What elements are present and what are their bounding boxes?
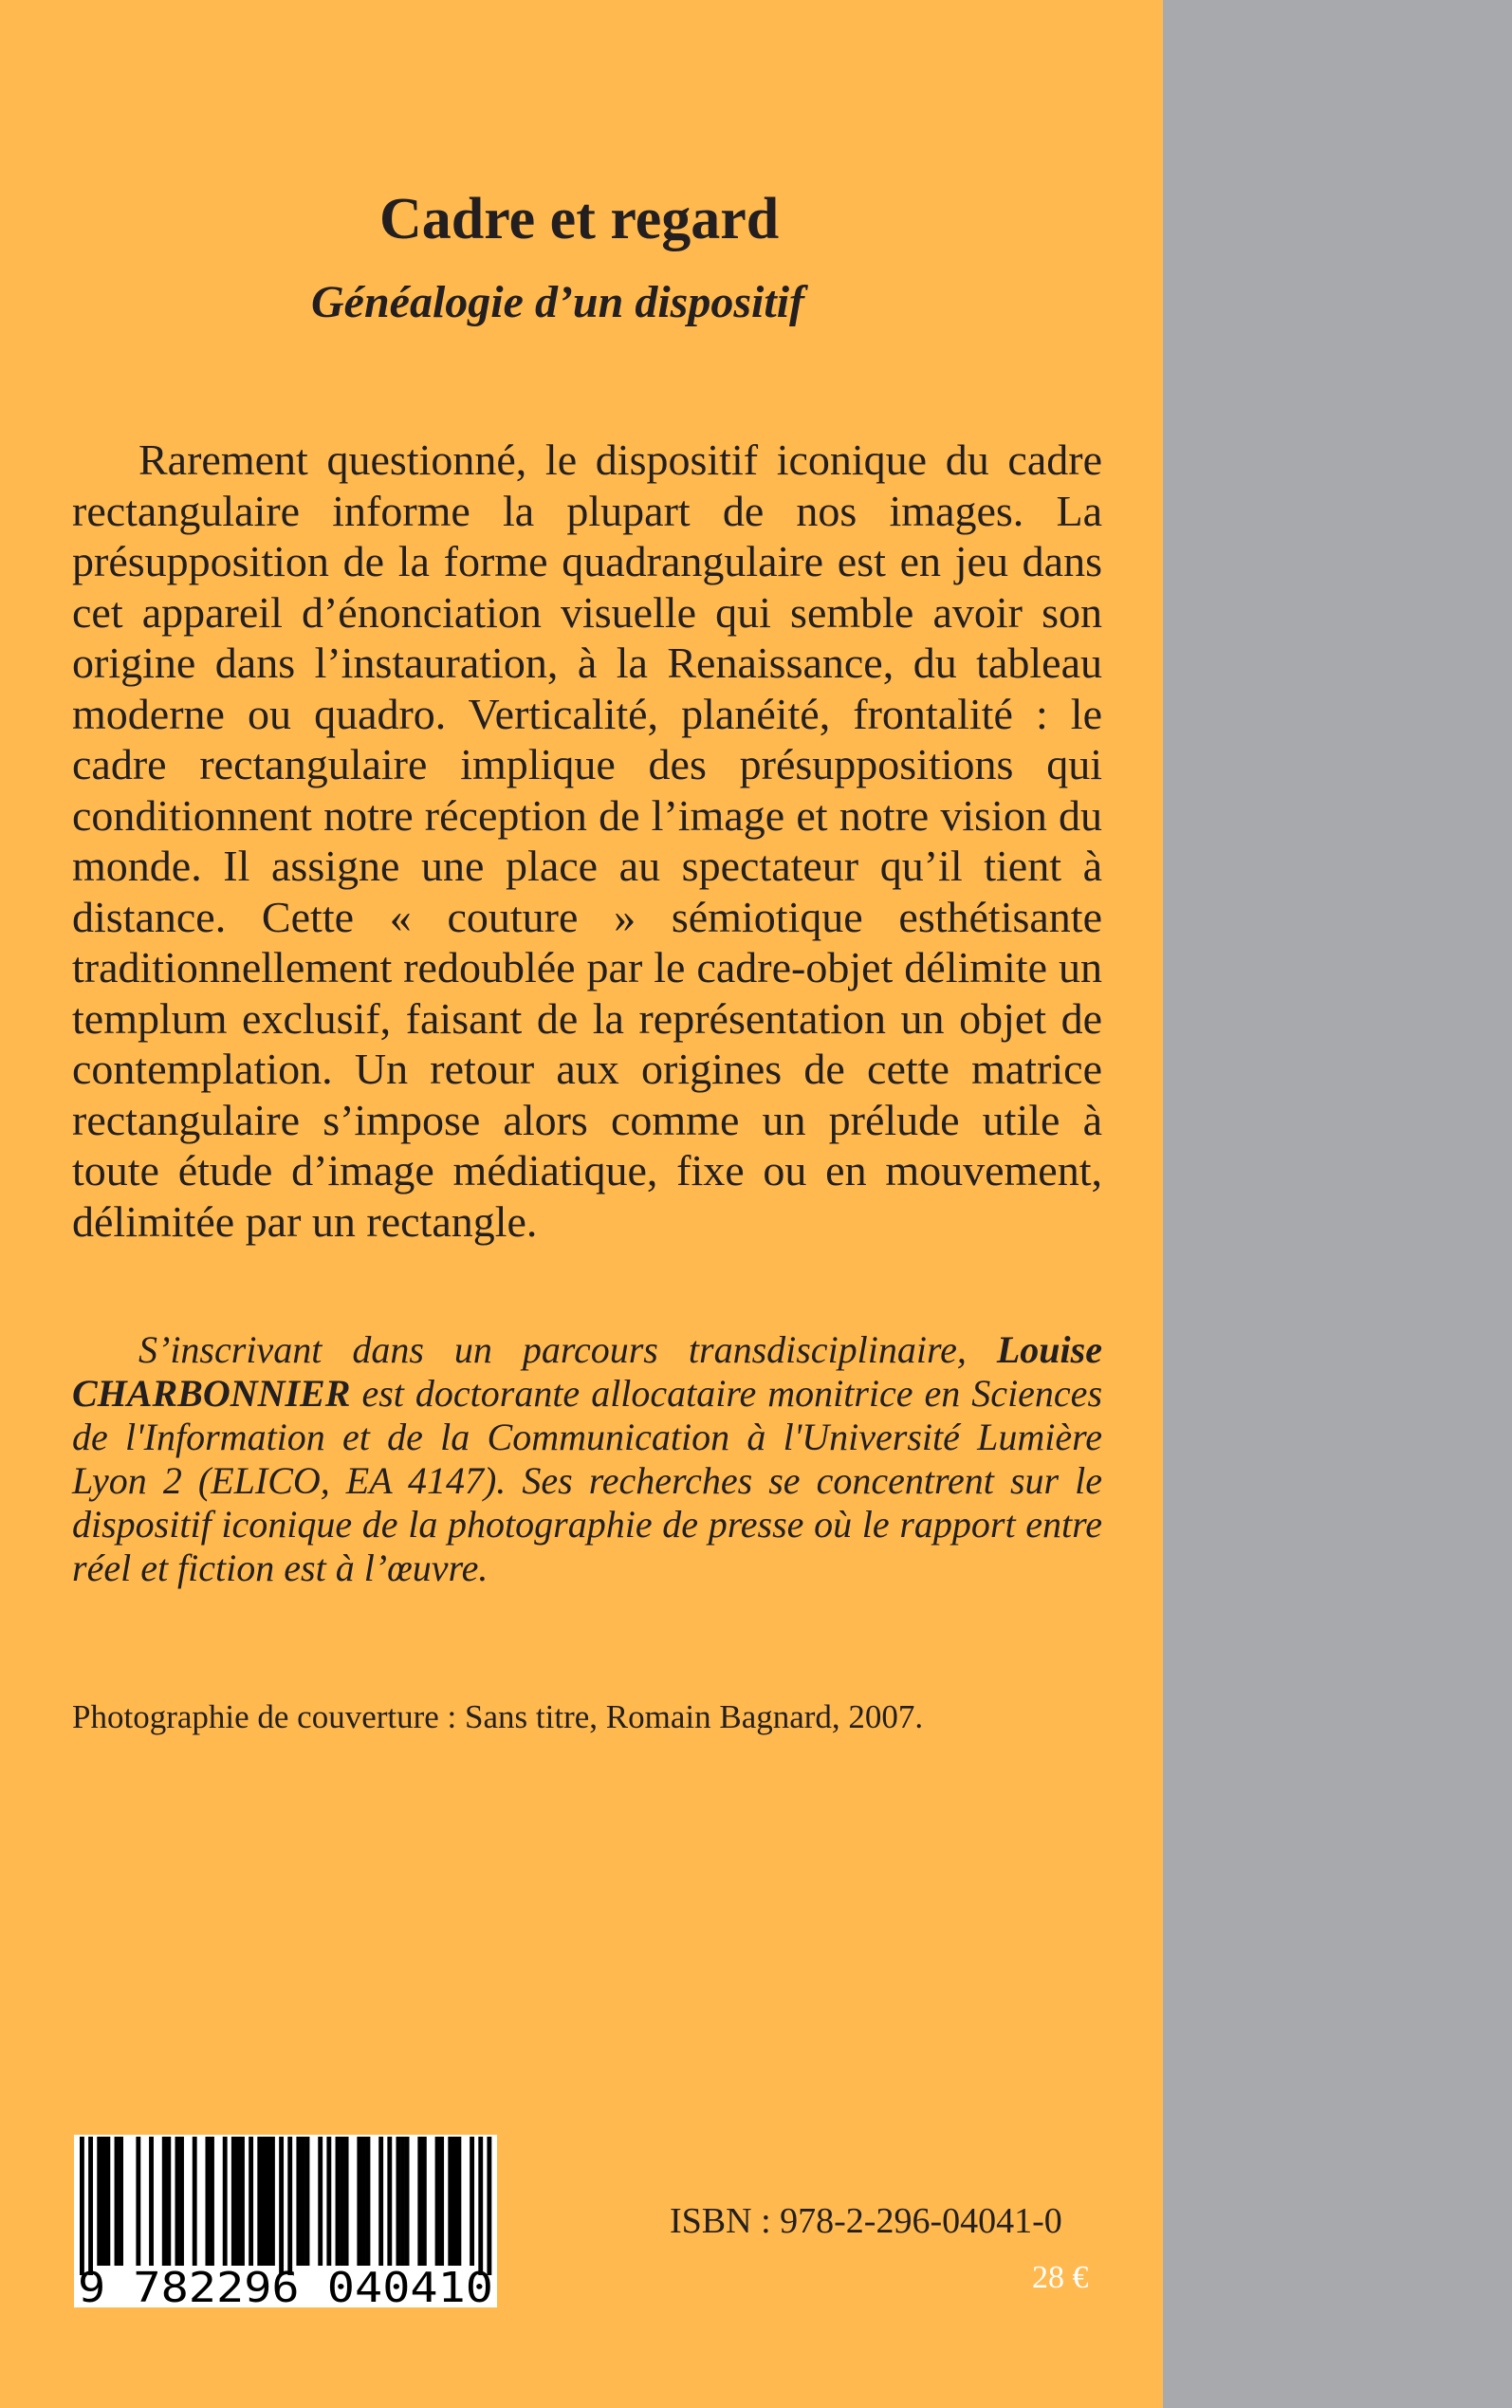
barcode-bar [240, 2137, 245, 2266]
barcode-bar [249, 2137, 253, 2266]
book-subtitle: Généalogie d’un dispositif [311, 277, 805, 327]
barcode-bar [301, 2137, 305, 2266]
barcode-bar [97, 2137, 101, 2266]
barcode-bar [270, 2137, 275, 2266]
book-title: Cadre et regard [379, 187, 780, 251]
author-bio [72, 1328, 1102, 1590]
barcode-bar [326, 2137, 331, 2266]
barcode-bar [400, 2137, 405, 2266]
author-name: Louise CHARBONNIER [72, 1328, 1102, 1415]
barcode-bar [452, 2137, 457, 2266]
barcode-bar [357, 2137, 361, 2266]
barcode-bar [88, 2137, 93, 2275]
author-bio-intro: S’inscrivant dans un parcours transdisciplinaire, [138, 1328, 967, 1371]
barcode-bar [179, 2137, 184, 2266]
isbn-number: ISBN : 978-2-296-04041-0 [670, 2201, 1062, 2241]
barcode-bar [235, 2137, 240, 2266]
barcode-bar [175, 2137, 180, 2266]
barcode-bar [448, 2137, 452, 2266]
barcode-bar [387, 2137, 392, 2266]
barcode-bar [105, 2137, 110, 2266]
barcode-bar [119, 2137, 123, 2266]
barcode-bar [361, 2137, 366, 2266]
barcode-bar [487, 2137, 491, 2275]
barcode-bar [287, 2137, 292, 2275]
isbn-barcode [74, 2135, 497, 2307]
barcode-bar [262, 2137, 267, 2266]
barcode-bar [257, 2137, 262, 2266]
barcode-bar [80, 2137, 84, 2275]
barcode-bar [193, 2137, 197, 2266]
barcode-bar [210, 2137, 214, 2266]
barcode-bar [435, 2137, 440, 2266]
barcode-bar [136, 2137, 140, 2266]
barcode-bar [166, 2137, 171, 2266]
barcode-bar [266, 2137, 270, 2266]
barcode-bar [223, 2137, 228, 2266]
barcode-bar [366, 2137, 371, 2266]
cover-photo-credit: Photographie de couverture : Sans titre, Romain Bagnard, 2007. [72, 1698, 924, 1735]
barcode-bar [162, 2137, 167, 2266]
barcode-bar [149, 2137, 154, 2266]
author-bio-text: est doctorante allocataire monitrice en Sciences de l'Information et de la Communication à l'Université Lumière Lyon 2 (ELICO, EA 4147). Ses recherches se concentrent sur le dispositif iconique de la photographie de presse où le rapport entre réel et fiction est à l’œuvre. [72, 1372, 1103, 1589]
barcode-bar [344, 2137, 349, 2266]
barcode-bar [378, 2137, 383, 2266]
barcode-bar [456, 2137, 461, 2266]
barcode-bar [405, 2137, 410, 2266]
barcode-bar [417, 2137, 422, 2266]
barcode-bar [340, 2137, 344, 2266]
barcode-bar [470, 2137, 474, 2266]
barcode-bar [115, 2137, 120, 2266]
barcode-digits: 9 782296 040410 [78, 2264, 493, 2307]
barcode-bar [422, 2137, 427, 2266]
barcode-bar [279, 2137, 284, 2275]
barcode-bar [318, 2137, 323, 2266]
back-cover-spine-panel [1163, 0, 1512, 2408]
barcode-bar [336, 2137, 341, 2266]
barcode-bar [296, 2137, 301, 2266]
barcode-bar [205, 2137, 210, 2266]
barcode-bar [231, 2137, 236, 2266]
barcode-bar [101, 2137, 106, 2266]
barcode-bar [439, 2137, 444, 2266]
barcode-bar [396, 2137, 400, 2266]
book-price: 28 € [1032, 2260, 1089, 2295]
barcode-bar [478, 2137, 483, 2275]
barcode-bar [305, 2137, 310, 2266]
book-summary: Rarement questionné, le dispositif iconique du cadre rectangulaire informe la plupart de nos images. La présupposition de la forme quadrangulaire est en jeu dans cet appareil d’énonciation visuelle qui semble avoir son origine dans l’instauration, à la Renaissance, du tableau moderne ou quadro. Verticalité, planéité, frontalité : le cadre rectangulaire implique des présuppositions qui conditionnent notre réception de l’image et notre vision du monde. Il assigne une place au spectateur qu’il tient à distance. Cette « couture » sémiotique esthétisante traditionnellement redoublée par le cadre-objet délimite un templum exclusif, faisant de la représentation un objet de contemplation. Un retour aux origines de cette matrice rectangulaire s’impose alors comme un prélude utile à toute étude d’image médiatique, fixe ou en mouvement, délimitée par un rectangle. [72, 435, 1102, 1246]
